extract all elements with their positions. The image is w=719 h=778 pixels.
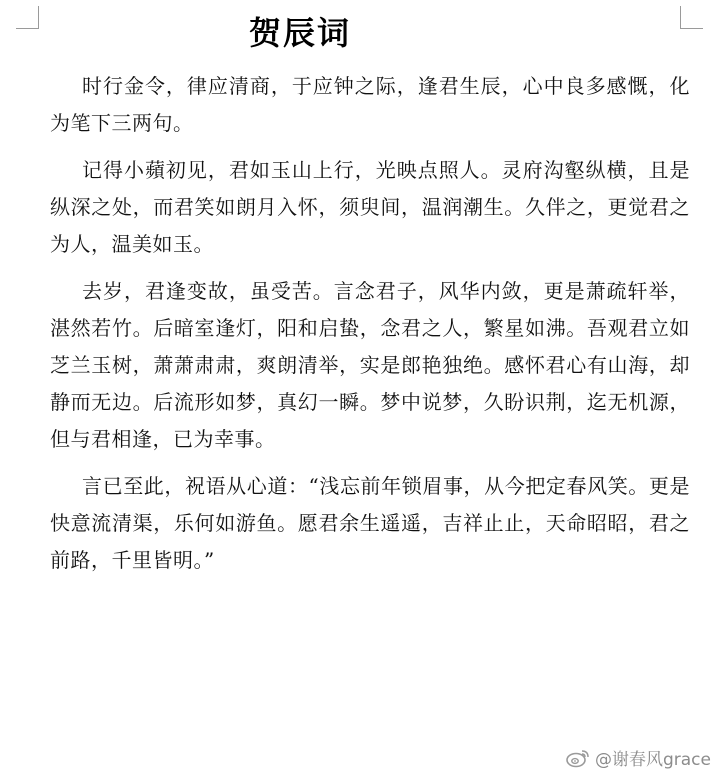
watermark — [565, 745, 711, 770]
document-title: 贺辰词 — [248, 14, 351, 52]
paragraph-2: 记得小蘋初见，君如玉山上行，光映点照人。灵府沟壑纵横，且是纵深之处，而君笑如朗月入怀，须臾间，温润潮生。久伴之，更觉君之为人，温美如玉。 — [50, 158, 690, 256]
page-corner-mark-right — [680, 6, 703, 29]
watermark-text: @谢春风grace — [594, 750, 711, 770]
paragraph-3: 去岁，君逢变故，虽受苦。言念君子，风华内敛，更是萧疏轩举，湛然若竹。后暗室逢灯，阳和启蛰，念君之人，繁星如沸。吾观君立如芝兰玉树，萧萧肃肃，爽朗清举，实是郎艳独绝。感怀君心有山海，却静而无边。后流形如梦，真幻一瞬。梦中说梦，久盼识荆，迄无机源，但与君相逢，已为幸事。 — [50, 279, 690, 451]
paragraph-1: 时行金令，律应清商，于应钟之际，逢君生辰，心中良多感慨，化为笔下三两句。 — [50, 74, 690, 135]
weibo-icon — [565, 748, 591, 768]
paragraph-4: 言已至此，祝语从心道：“浅忘前年锁眉事，从今把定春风笑。更是快意流清渠，乐何如游鱼。愿君余生遥遥，吉祥止止，天命昭昭，君之前路，千里皆明。” — [50, 474, 690, 572]
document-body — [50, 68, 690, 589]
